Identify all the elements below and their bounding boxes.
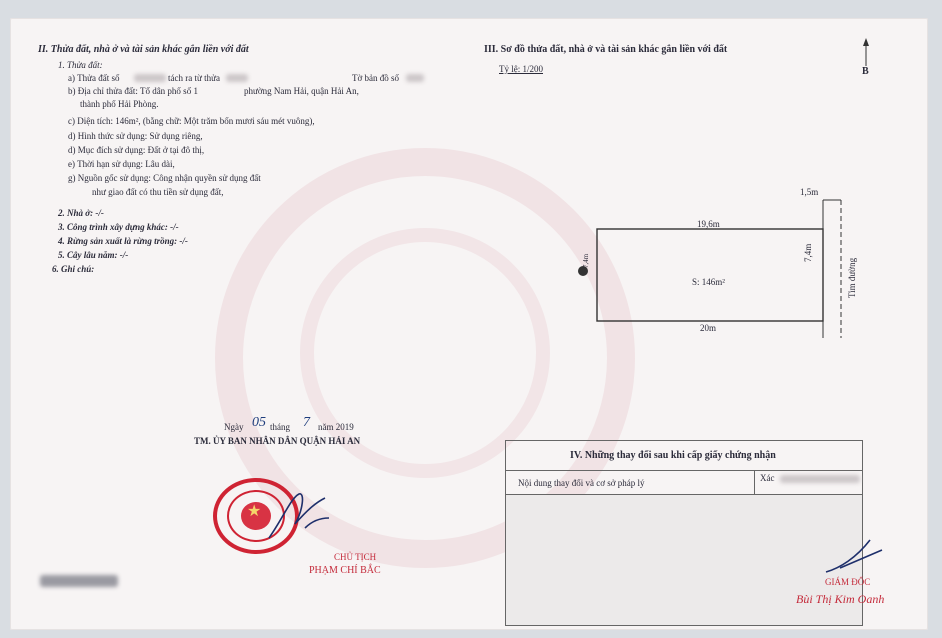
item-house: 2. Nhà ở: -/- [58,208,104,218]
changes-table-columns [506,471,862,495]
signer-name: PHẠM CHÍ BẮC [309,565,381,576]
map-scale: Tỷ lệ: 1/200 [499,64,543,74]
item-planted-forest: 4. Rừng sản xuất là rừng trồng: -/- [58,236,188,246]
map-sheet-number: Tờ bản đồ số [352,73,400,83]
section4-title: IV. Những thay đổi sau khi cấp giấy chứng nhận [570,450,776,461]
left-edge-length: 7,4m [582,253,590,268]
usage-origin: g) Nguồn gốc sử dụng: Công nhận quyền sử dụng đất [68,173,261,183]
usage-form: d) Hình thức sử dụng: Sử dụng riêng, [68,131,203,141]
issuing-authority: TM. ỦY BAN NHÂN DÂN QUẬN HẢI AN [194,436,361,446]
director-signature [820,528,890,578]
bottom-edge-length: 20m [700,323,717,333]
col-confirmation: Xác [760,473,775,483]
road-label: Tim đường [847,257,857,298]
item-perennial-trees: 5. Cây lâu năm: -/- [58,250,129,260]
usage-purpose: d) Mục đích sử dụng: Đất ở tại đô thị, [68,145,205,155]
date-month-label: tháng [270,422,290,432]
date-day: 05 [252,415,266,430]
col-change-content: Nội dung thay đổi và cơ sở pháp lý [518,478,645,488]
section3-title: III. Sơ đồ thửa đất, nhà ở và tài sản khác gắn liền với đất [484,44,728,55]
top-edge-length: 19,6m [697,219,720,229]
road-width-label: 1,5m [800,187,819,197]
parcel-area: c) Diện tích: 146m², (bằng chữ: Một trăm bốn mươi sáu mét vuông), [68,116,315,126]
redacted-column-text [780,475,860,483]
parcel-city: thành phố Hải Phòng. [80,99,159,109]
column-divider [754,471,755,495]
redacted-watermark [40,575,118,587]
parcel-address-cont: phường Nam Hải, quận Hải An, [244,86,359,96]
date-year: năm 2019 [318,422,354,432]
changes-table-header [506,441,862,471]
director-name: Bùi Thị Kim Oanh [796,592,885,606]
parcel-split-from: tách ra từ thửa [168,73,220,83]
north-arrow-head-icon [863,38,869,46]
director-role: GIÁM ĐỐC [825,577,871,587]
parcel-outline [597,229,823,321]
date-month: 7 [303,415,310,430]
chairman-signature [265,488,335,548]
parcel-number: a) Thửa đất số [68,73,120,83]
section2-title: II. Thửa đất, nhà ở và tài sản khác gắn liền với đất [38,44,249,55]
star-icon: ★ [247,503,262,520]
date-prefix: Ngày [224,422,244,432]
usage-origin-cont: như giao đất có thu tiền sử dụng đất, [92,187,224,197]
item-other-construction: 3. Công trình xây dựng khác: -/- [58,222,179,232]
right-edge-length: 7,4m [803,243,813,262]
parcel-heading: 1. Thửa đất: [58,60,103,70]
usage-term: e) Thời hạn sử dụng: Lâu dài, [68,159,175,169]
parcel-address: b) Địa chỉ thửa đất: Tổ dân phố số 1 [68,86,198,96]
north-label: B [862,66,869,77]
item-notes: 6. Ghi chú: [52,264,95,274]
signer-role: CHỦ TỊCH [334,552,377,562]
parcel-area-label: S: 146m² [692,277,725,287]
